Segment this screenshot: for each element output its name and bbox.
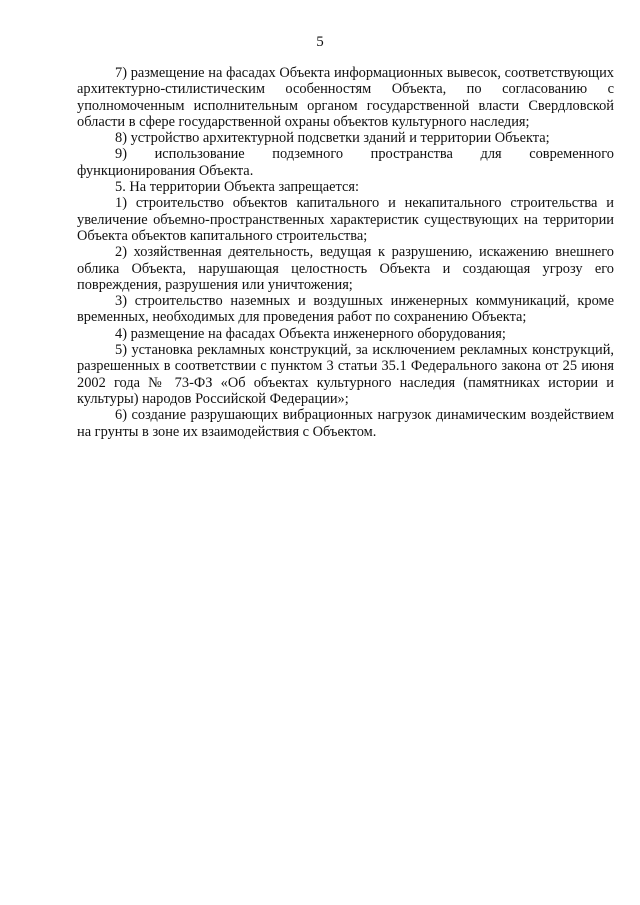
paragraph-prohibition-4-equipment: 4) размещение на фасадах Объекта инженерного оборудования;	[115, 325, 506, 342]
paragraph-item-7-facade-signs: 7) размещение на фасадах Объекта информационных вывесок, соответствующих архитектурно-стилистическим особенностям Объекта, по согласованию с уполномоченным исполнительным органом государственной власти Свердловской области в сфере государственной охраны объектов культурного наследия;	[77, 65, 614, 130]
paragraph-prohibition-1-construction: 1) строительство объектов капитального и некапитального строительства и увеличение объемно-пространственных характеристик существующих на территории Объекта объектов капитального строительства;	[77, 195, 614, 244]
paragraph-prohibition-5-advertising: 5) установка рекламных конструкций, за исключением рекламных конструкций, разрешенных в соответствии с пунктом 3 статьи 35.1 Федерального закона от 25 июня 2002 года № 73-ФЗ «Об объектах культурного наследия (памятниках истории и культуры) народов Российской Федерации»;	[77, 342, 614, 407]
page-number: 5	[316, 34, 324, 50]
document-body	[77, 65, 614, 440]
paragraph-item-8-lighting: 8) устройство архитектурной подсветки зданий и территории Объекта;	[115, 130, 550, 147]
paragraph-item-9-underground: 9) использование подземного пространства для современного функционирования Объекта.	[77, 146, 614, 179]
paragraph-prohibition-6-vibration: 6) создание разрушающих вибрационных нагрузок динамическим воздействием на грунты в зоне их взаимодействия с Объектом.	[77, 407, 614, 440]
paragraph-prohibition-3-utilities: 3) строительство наземных и воздушных инженерных коммуникаций, кроме временных, необходимых для проведения работ по сохранению Объекта;	[77, 293, 614, 326]
paragraph-prohibition-2-economic-activity: 2) хозяйственная деятельность, ведущая к разрушению, искажению внешнего облика Объекта, нарушающая целостность Объекта и создающая угрозу его повреждения, разрушения или уничтожения;	[77, 244, 614, 293]
section-5-heading: 5. На территории Объекта запрещается:	[115, 179, 359, 196]
